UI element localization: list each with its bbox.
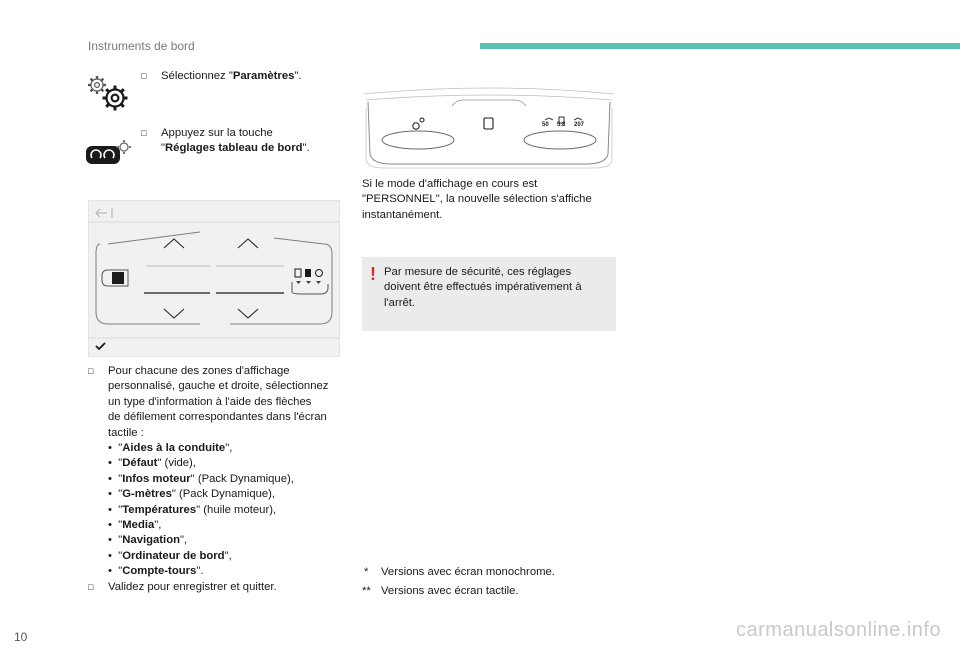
- option-item: • "Compte-tours".: [108, 565, 204, 578]
- scroll-up-arrows[interactable]: [164, 239, 258, 248]
- scroll-down-arrows[interactable]: [164, 309, 258, 318]
- zone-selection-instructions: □ Pour chacune des zones d'affichage personnalisé, gauche et droite, sélectionnez un type d'information à l'aide des flèches de défilement correspondantes dans l'écran tactile : • "Aides à la conduite", • "Défaut" (vide), • "Infos moteur" (Pack Dynamique), • "G-mètres" (Pack Dynamique), • "Températures" (huile moteur), • "Media", • "Navigation", • "Ordinateur de bord", • "Compte-tours". □ Validez pour enregistrer et quitter.: [88, 364, 353, 595]
- option-item: • "Aides à la conduite",: [108, 442, 233, 455]
- dashboard-settings-label: Réglages tableau de bord: [165, 142, 303, 155]
- cluster-gear-icon: [413, 118, 424, 129]
- option-item: • "Températures" (huile moteur),: [108, 503, 277, 516]
- cluster-readout-3: 207: [574, 122, 585, 128]
- settings-label: Paramètres: [232, 70, 295, 82]
- personnel-mode-note: Si le mode d'affichage en cours est "PERSONNEL", la nouvelle sélection s'affiche instantanément.: [362, 178, 592, 221]
- step-select-settings: □ Sélectionnez "Paramètres".: [141, 69, 302, 84]
- watermark-text: carmanualsonline.info: [736, 619, 942, 641]
- section-title: Instruments de bord: [88, 39, 195, 53]
- option-item: • "G-mètres" (Pack Dynamique),: [108, 488, 276, 501]
- step-press-button: □ Appuyez sur la touche "Réglages tableau de bord".: [141, 127, 310, 155]
- safety-warning-text: Par mesure de sécurité, ces réglages doivent être effectués impérativement à l'arrêt.: [384, 266, 582, 309]
- footnote-monochrome: * Versions avec écran monochrome.: [364, 566, 555, 578]
- left-zone-icon: [102, 270, 128, 286]
- cluster-readout-1: 50: [542, 122, 549, 128]
- cluster-readout-2: 5.8: [557, 122, 566, 128]
- gears-icon: [86, 74, 132, 114]
- cluster-center-icon: [484, 118, 493, 129]
- back-arrow-icon[interactable]: [96, 208, 112, 218]
- right-zone-icons: [292, 269, 328, 294]
- checkbox-bullet: □: [141, 128, 147, 138]
- warning-icon: !: [370, 264, 376, 284]
- checkmark-icon[interactable]: [96, 343, 105, 349]
- section-accent-bar: [480, 43, 960, 49]
- validate-step: □ Validez pour enregistrer et quitter.: [88, 580, 353, 595]
- page-number: 10: [14, 630, 28, 644]
- touchscreen-illustration: [88, 200, 340, 357]
- dashboard-settings-icon: [86, 138, 132, 166]
- option-item: • "Ordinateur de bord",: [108, 549, 232, 562]
- option-item: • "Infos moteur" (Pack Dynamique),: [108, 472, 294, 485]
- option-item: • "Navigation",: [108, 534, 188, 547]
- option-item: • "Défaut" (vide),: [108, 457, 196, 470]
- option-item: • "Media",: [108, 519, 162, 532]
- checkbox-bullet: □: [141, 71, 147, 81]
- footnote-touchscreen: ** Versions avec écran tactile.: [362, 585, 519, 597]
- checkbox-bullet: □: [88, 366, 94, 376]
- checkbox-bullet: □: [88, 581, 94, 592]
